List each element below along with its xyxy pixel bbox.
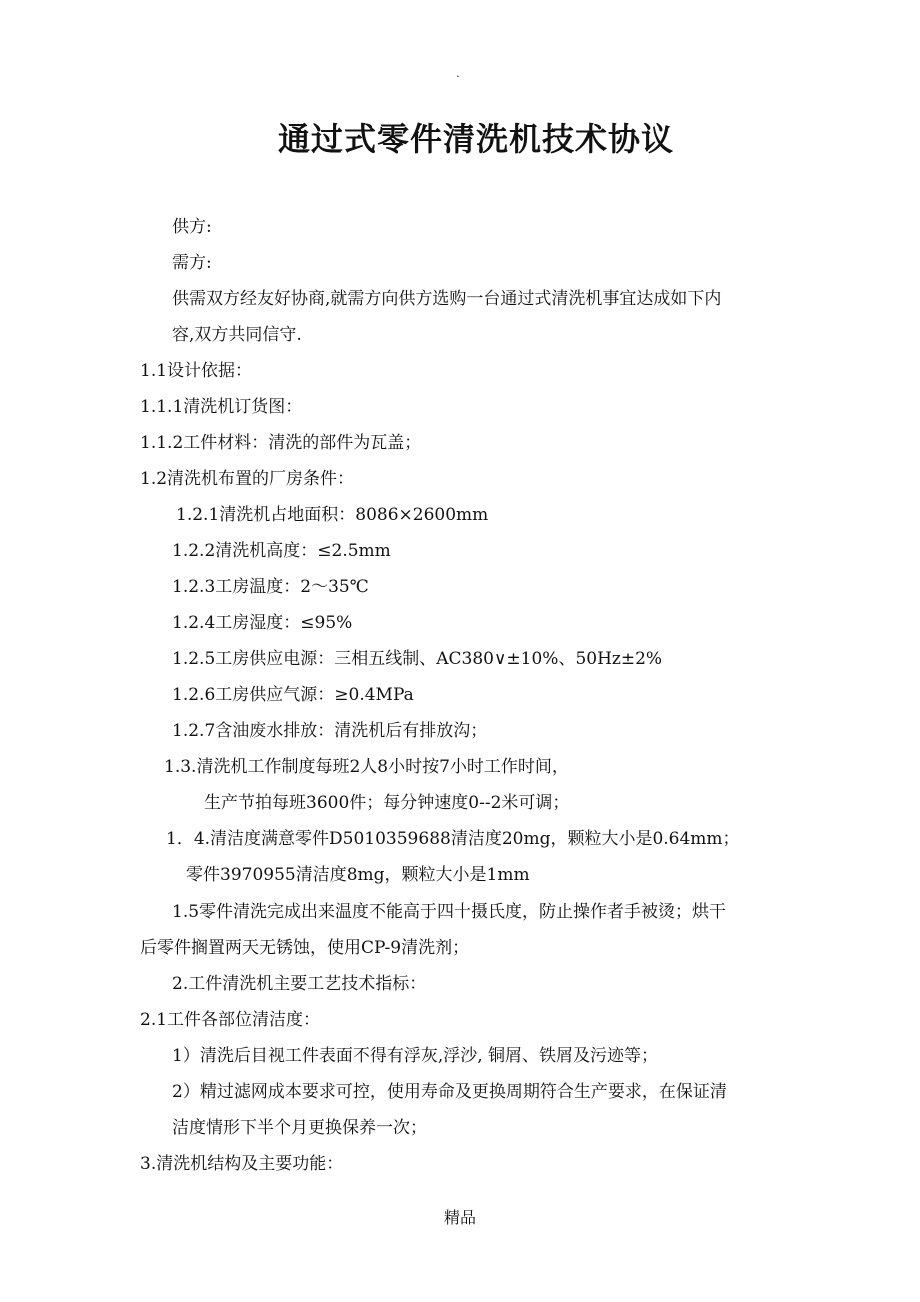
item-1-2-2: 1.2.2清洗机高度：≤2.5mm bbox=[172, 541, 391, 561]
item-2-1-1: 1）清洗后目视工件表面不得有浮灰,浮沙, 铜屑、铁屑及污迹等； bbox=[172, 1046, 659, 1066]
section-1-1: 1.1设计依据： bbox=[140, 361, 253, 381]
section-1-5: 1.5零件清洗完成出来温度不能高于四十摄氏度，防止操作者手被烫；烘干 bbox=[172, 902, 727, 922]
document-title: 通过式零件清洗机技术协议 bbox=[277, 120, 674, 158]
section-1-4: 1．4.清洁度满意零件D5010359688清洁度20mg，颗粒大小是0.64mm； bbox=[166, 829, 740, 849]
item-1-2-3: 1.2.3工房温度：2～35℃ bbox=[172, 577, 369, 597]
section-2: 2.工件清洗机主要工艺技术指标： bbox=[172, 974, 427, 994]
section-1-3-cont: 生产节拍每班3600件；每分钟速度0--2米可调； bbox=[204, 793, 570, 813]
item-1-1-1: 1.1.1清洗机订货图： bbox=[140, 397, 303, 417]
page-footer: 精品 bbox=[443, 1208, 476, 1227]
buyer-line: 需方: bbox=[172, 253, 212, 273]
section-2-1: 2.1工件各部位清洁度： bbox=[140, 1010, 321, 1030]
section-1-4-cont: 零件3970955清洁度8mg，颗粒大小是1mm bbox=[186, 865, 530, 885]
item-1-2-7: 1.2.7含油废水排放：清洗机后有排放沟； bbox=[172, 721, 488, 741]
section-1-5-cont: 后零件搁置两天无锈蚀，使用CP-9清洗剂； bbox=[140, 938, 470, 958]
header-dot: . bbox=[456, 66, 460, 80]
supplier-line: 供方: bbox=[172, 217, 212, 237]
item-2-1-2-cont: 洁度情形下半个月更换保养一次； bbox=[172, 1118, 427, 1138]
item-1-2-6: 1.2.6工房供应气源：≥0.4MPa bbox=[172, 685, 414, 705]
intro-line-1: 供需双方经友好协商,就需方向供方选购一台通过式清洗机事宜达成如下内 bbox=[172, 289, 722, 309]
section-3: 3.清洗机结构及主要功能： bbox=[140, 1154, 344, 1174]
item-1-2-1: 1.2.1清洗机占地面积：8086×2600mm bbox=[176, 505, 489, 525]
item-1-2-4: 1.2.4工房湿度：≤95% bbox=[172, 613, 353, 633]
item-1-2-5: 1.2.5工房供应电源：三相五线制、AC380∨±10%、50Hz±2% bbox=[172, 649, 663, 669]
item-2-1-2: 2）精过滤网成本要求可控，使用寿命及更换周期符合生产要求，在保证清 bbox=[172, 1082, 727, 1102]
section-1-3: 1.3.清洗机工作制度每班2人8小时按7小时工作时间， bbox=[164, 757, 569, 777]
intro-line-2: 容,双方共同信守. bbox=[172, 325, 302, 345]
section-1-2: 1.2清洗机布置的厂房条件： bbox=[140, 469, 355, 489]
item-1-1-2: 1.1.2工件材料：清洗的部件为瓦盖； bbox=[140, 433, 422, 453]
